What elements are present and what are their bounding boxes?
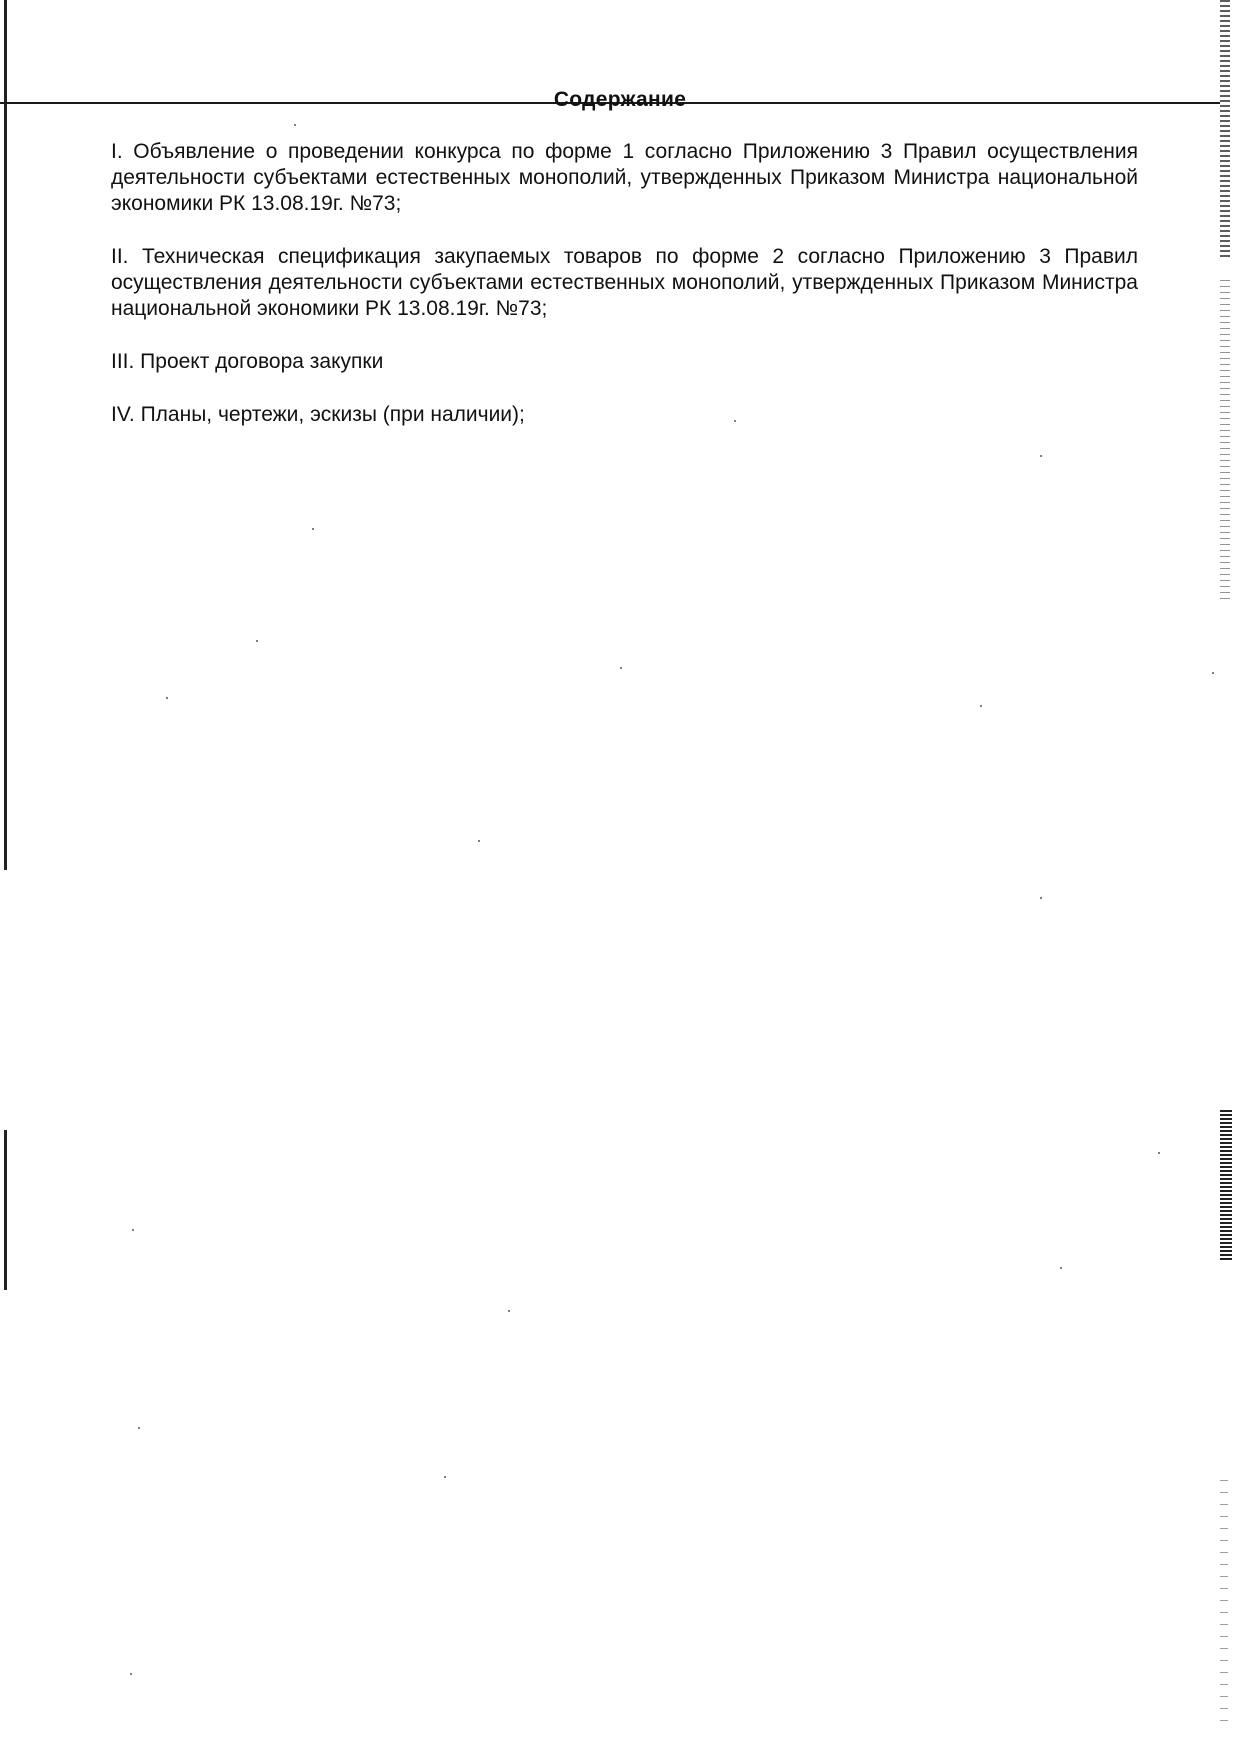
- page-title: [0, 88, 1240, 112]
- scan-edge-right-bottom: [1220, 1480, 1228, 1730]
- scan-speck: [620, 667, 622, 669]
- contents-list: [111, 139, 1138, 455]
- scan-speck: [256, 640, 258, 642]
- scan-edge-left: [4, 0, 7, 870]
- contents-item-4: IV. Планы, чертежи, эскизы (при наличии);: [111, 403, 525, 426]
- scan-edge-left-lower: [4, 1130, 7, 1290]
- scan-speck: [1060, 1267, 1062, 1269]
- scan-speck: [166, 697, 168, 699]
- scan-speck: [444, 1476, 446, 1478]
- scan-speck: [478, 840, 480, 842]
- scan-speck: [130, 1673, 132, 1675]
- scan-speck: [508, 1310, 510, 1312]
- scan-speck: [138, 1427, 140, 1429]
- contents-item-3: III. Проект договора закупки: [111, 350, 384, 373]
- scan-speck: [132, 1229, 134, 1231]
- scan-edge-right-lower: [1220, 1110, 1232, 1260]
- scan-speck: [1158, 1152, 1160, 1154]
- scan-speck: [1040, 455, 1042, 457]
- contents-item-2: II. Техническая спецификация закупаемых товаров по форме 2 согласно Приложению 3 Правил осуществления деятельности субъектами естественных монополий, утвержденных Приказом Министра национальной экономики РК 13.08.19г. №73;: [111, 245, 1138, 320]
- scan-speck: [734, 420, 736, 422]
- scan-speck: [1212, 672, 1214, 674]
- scan-speck: [312, 528, 314, 530]
- scan-speck: [1040, 897, 1042, 899]
- contents-item-1: I. Объявление о проведении конкурса по форме 1 согласно Приложению 3 Правил осуществления деятельности субъектами естественных монополий, утвержденных Приказом Министра национальной экономики РК 13.08.19г. №73;: [111, 140, 1138, 215]
- scan-speck: [980, 705, 982, 707]
- scan-edge-right-top: [1220, 0, 1230, 260]
- scan-edge-right-middle: [1220, 280, 1230, 600]
- scan-speck: [294, 124, 296, 126]
- page-title-text: Содержание: [553, 88, 687, 111]
